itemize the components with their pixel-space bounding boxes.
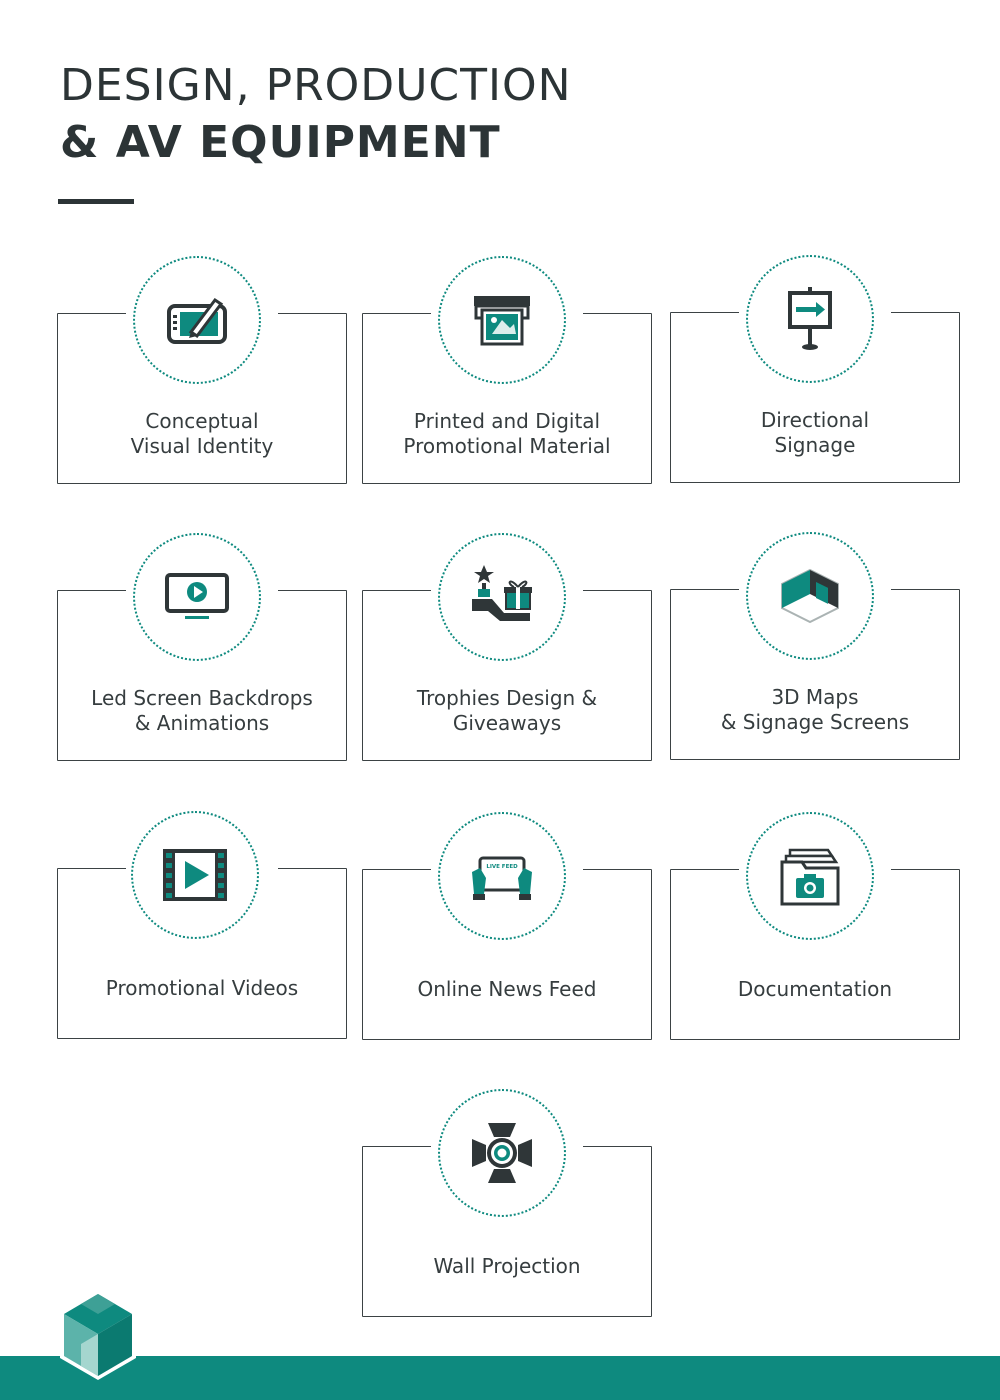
printer-icon [470, 288, 534, 352]
folder-camera-icon [778, 844, 842, 908]
film-play-icon [163, 843, 227, 907]
service-card-news-feed [362, 864, 652, 1040]
service-card-directional-signage [670, 312, 960, 483]
trophy-gift-icon [470, 565, 534, 629]
service-card-wall-projection [362, 1146, 652, 1317]
service-label: Trophies Design & Giveaways [416, 686, 598, 735]
service-label: Led Screen Backdrops & Animations [91, 686, 313, 735]
service-label: Directional Signage [760, 408, 870, 457]
hexagon-cube-icon [58, 1290, 138, 1382]
service-label: Conceptual Visual Identity [130, 409, 274, 458]
signpost-icon [778, 287, 842, 351]
live-feed-tablet-icon [470, 844, 534, 908]
service-label: Wall Projection [433, 1254, 581, 1278]
service-card-documentation [670, 869, 960, 1040]
service-label: Documentation [737, 977, 893, 1001]
service-card-trophies [362, 590, 652, 761]
title-underline [58, 199, 134, 204]
service-label: 3D Maps & Signage Screens [720, 685, 910, 734]
service-card-visual-identity [57, 313, 347, 484]
service-card-led-screen [57, 590, 347, 761]
service-label: Online News Feed [417, 977, 597, 1001]
3d-room-icon [778, 564, 842, 628]
footer-bar [0, 1356, 1000, 1400]
live-feed-badge: LIVE FEED [486, 864, 518, 870]
service-card-promotional-material [362, 313, 652, 484]
projector-light-icon [470, 1121, 534, 1185]
monitor-play-icon [165, 565, 229, 629]
service-label: Printed and Digital Promotional Material [403, 409, 611, 458]
title-line-1: DESIGN, PRODUCTION [60, 60, 572, 111]
title-line-2: & AV EQUIPMENT [60, 117, 501, 168]
service-card-3d-maps [670, 589, 960, 760]
page-title [60, 58, 572, 172]
service-card-promotional-videos [57, 868, 347, 1039]
service-label: Promotional Videos [105, 976, 299, 1000]
drawing-tablet-icon [165, 288, 229, 352]
